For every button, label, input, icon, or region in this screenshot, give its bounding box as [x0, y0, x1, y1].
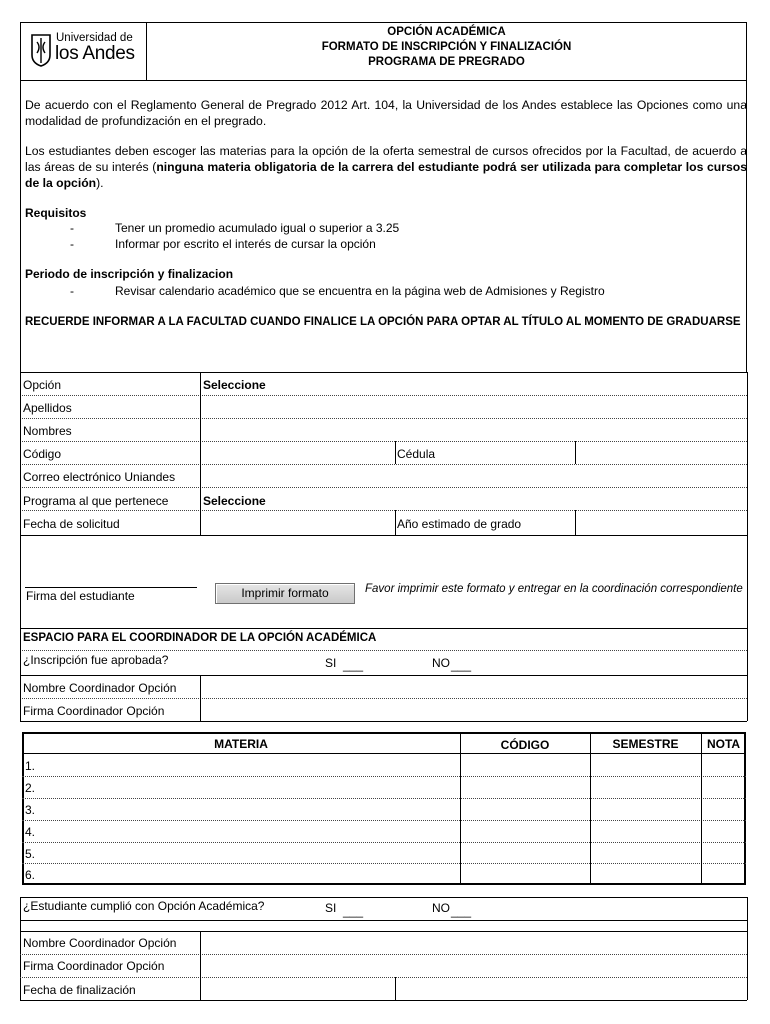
- rule: [747, 628, 748, 721]
- nombre-coordinador-input[interactable]: [201, 676, 747, 698]
- rule: [20, 628, 747, 629]
- rule: [20, 897, 747, 898]
- firma-estudiante-label: Firma del estudiante: [26, 589, 135, 603]
- rule: [22, 863, 746, 864]
- nombres-input[interactable]: [201, 419, 747, 441]
- requirements-title: Requisitos: [25, 206, 87, 220]
- course-row-number: 5.: [25, 847, 36, 861]
- no-blank[interactable]: ___: [451, 904, 472, 918]
- rule: [747, 535, 748, 628]
- course-row-number: 3.: [25, 803, 36, 817]
- firma-coordinador-input[interactable]: [201, 699, 747, 721]
- rule: [20, 920, 747, 921]
- intro-p2-bold: ninguna materia obligatoria de la carrera del estudiante podrá ser utilizada para completar los cursos de la opción: [25, 160, 747, 190]
- course-row-number: 4.: [25, 825, 36, 839]
- rule: [460, 732, 461, 885]
- dash: -: [70, 284, 74, 298]
- cedula-input[interactable]: [576, 442, 747, 464]
- rule: [22, 820, 746, 821]
- codigo-label: Código: [23, 447, 62, 461]
- no-label: NO: [432, 656, 450, 670]
- dash: -: [70, 237, 74, 251]
- rule: [20, 628, 21, 721]
- si-blank[interactable]: ___: [343, 658, 364, 672]
- rule: [20, 372, 747, 373]
- period-item-1: Revisar calendario académico que se encuentra en la página web de Admisiones y Registro: [115, 284, 605, 298]
- course-row-number: 2.: [25, 781, 36, 795]
- course-row-number: 6.: [25, 868, 36, 882]
- final-firma-coordinador-input[interactable]: [201, 955, 747, 977]
- intro-paragraph-1: De acuerdo con el Reglamento General de Pregrado 2012 Art. 104, la Universidad de los Andes establece las Opciones como una modalidad de profundización en el pregrado.: [25, 98, 747, 128]
- course-row-number: 1.: [25, 759, 36, 773]
- si-label: SI: [325, 656, 337, 670]
- title-line3: PROGRAMA DE PREGRADO: [368, 56, 525, 68]
- ano-grado-label: Año estimado de grado: [397, 517, 522, 531]
- rule: [395, 441, 396, 464]
- signature-line: [25, 587, 197, 588]
- logo-line2: los Andes: [55, 43, 135, 64]
- programa-select[interactable]: Seleccione: [203, 494, 266, 508]
- correo-label: Correo electrónico Uniandes: [23, 470, 176, 484]
- final-firma-coordinador-label: Firma Coordinador Opción: [23, 959, 165, 973]
- aprobada-question: ¿Inscripción fue aprobada?: [23, 653, 169, 667]
- logo-line1: Universidad de: [56, 32, 133, 44]
- rule: [395, 510, 396, 535]
- fecha-finalizacion-label: Fecha de finalización: [23, 983, 136, 997]
- final-nombre-coordinador-label: Nombre Coordinador Opción: [23, 936, 177, 950]
- correo-input[interactable]: [201, 465, 747, 487]
- rule: [20, 721, 747, 722]
- codigo-input[interactable]: [201, 442, 395, 464]
- rule: [395, 977, 396, 1000]
- no-label: NO: [432, 901, 450, 915]
- title-line2: FORMATO DE INSCRIPCIÓN Y FINALIZACIÓN: [321, 41, 572, 53]
- fecha-solicitud-label: Fecha de solicitud: [23, 517, 120, 531]
- col-header-nota: NOTA: [706, 737, 741, 751]
- cumplio-question: ¿Estudiante cumplió con Opción Académica?: [23, 899, 265, 913]
- rule: [747, 372, 748, 535]
- period-title: Periodo de inscripción y finalizacion: [25, 267, 234, 281]
- rule: [20, 487, 747, 488]
- rule: [22, 798, 746, 799]
- dash: -: [70, 221, 74, 235]
- rule: [590, 732, 591, 885]
- col-header-codigo: CÓDIGO: [500, 738, 550, 752]
- coordinator-section-title: ESPACIO PARA EL COORDINADOR DE LA OPCIÓN ACADÉMICA: [23, 632, 377, 644]
- intro-p2-text: Los estudiantes deben escoger las materias para la opción de la oferta semestral de cursos ofrecidos por la Facultad, de acuerdo a las áreas de su interés (: [25, 144, 747, 174]
- rule: [20, 897, 21, 1000]
- print-button[interactable]: Imprimir formato: [215, 583, 355, 604]
- university-logo: [30, 30, 142, 74]
- rule: [20, 535, 21, 628]
- shield-icon: [30, 33, 52, 67]
- fecha-solicitud-input[interactable]: [201, 511, 395, 535]
- fecha-finalizacion-input[interactable]: [201, 978, 395, 1000]
- rule: [747, 897, 748, 1000]
- rule: [20, 1000, 747, 1001]
- rule: [22, 776, 746, 777]
- nombre-coordinador-label: Nombre Coordinador Opción: [23, 681, 177, 695]
- title-line1: OPCIÓN ACADÉMICA: [387, 26, 506, 38]
- intro-p2-end: ).: [96, 176, 104, 190]
- si-blank[interactable]: ___: [343, 904, 364, 918]
- ano-grado-input[interactable]: [576, 511, 747, 535]
- col-header-materia: MATERIA: [214, 737, 268, 751]
- requirement-2: Informar por escrito el interés de cursar la opción: [115, 237, 376, 251]
- intro-paragraph-2: [25, 143, 747, 191]
- col-header-semestre: SEMESTRE: [612, 737, 679, 751]
- si-label: SI: [325, 901, 337, 915]
- firma-coordinador-label: Firma Coordinador Opción: [23, 704, 165, 718]
- rule: [701, 732, 702, 885]
- no-blank[interactable]: ___: [451, 658, 472, 672]
- requirement-1: Tener un promedio acumulado igual o superior a 3.25: [115, 221, 400, 235]
- programa-label: Programa al que pertenece: [23, 494, 169, 508]
- apellidos-label: Apellidos: [23, 401, 72, 415]
- final-nombre-coordinador-input[interactable]: [201, 932, 747, 954]
- rule: [22, 753, 746, 754]
- print-note: Favor imprimir este formato y entregar en la coordinación correspondiente: [365, 583, 743, 595]
- rule: [20, 650, 747, 651]
- rule: [20, 372, 21, 535]
- rule: [20, 535, 747, 536]
- rule: [22, 842, 746, 843]
- cedula-label: Cédula: [397, 447, 436, 461]
- apellidos-input[interactable]: [201, 396, 747, 418]
- reminder-text: RECUERDE INFORMAR A LA FACULTAD CUANDO FINALICE LA OPCIÓN PARA OPTAR AL TÍTULO AL MOMENTO DE GRADUARSE: [25, 316, 741, 328]
- nombres-label: Nombres: [23, 424, 72, 438]
- opcion-select[interactable]: Seleccione: [203, 378, 266, 392]
- opcion-label: Opción: [23, 378, 62, 392]
